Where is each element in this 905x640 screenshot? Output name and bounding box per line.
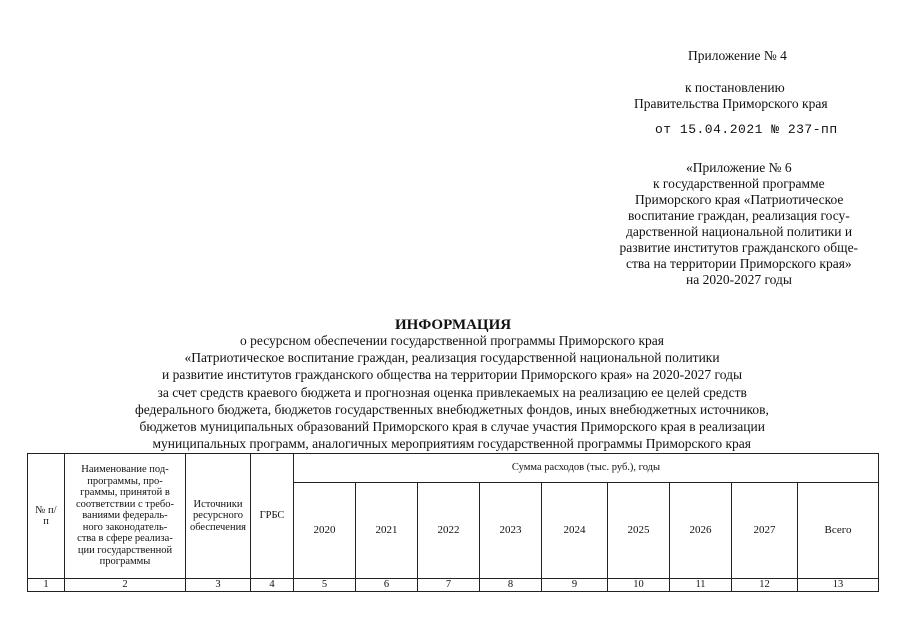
document-title: ИНФОРМАЦИЯ bbox=[395, 317, 512, 333]
year-cell: 2027 bbox=[732, 483, 798, 579]
header-text-line: Источники bbox=[193, 498, 243, 510]
appendix-quote-line: воспитание граждан, реализация госу- bbox=[628, 208, 850, 223]
year-cell: 2021 bbox=[356, 483, 418, 579]
appendix-number: Приложение № 4 bbox=[688, 48, 787, 63]
header-text-line: ресурсного bbox=[192, 510, 244, 522]
subtitle-line: «Патриотическое воспитание граждан, реализация государственной национальной политики bbox=[184, 350, 720, 366]
header-text-line: ции государственной bbox=[77, 544, 173, 556]
column-index-cell: 11 bbox=[670, 579, 732, 592]
subtitle-line: муниципальных программ, аналогичных мероприятиям государственной программы Приморского края bbox=[152, 436, 752, 452]
appendix-quote-line: Приморского края «Патриотическое bbox=[635, 192, 844, 207]
subtitle-line: о ресурсном обеспечении государственной программы Приморского края bbox=[240, 333, 664, 348]
header-text-line: обеспечения bbox=[189, 521, 247, 533]
appendix-quote-line: «Приложение № 6 bbox=[686, 160, 792, 175]
resolution-date-number: от 15.04.2021 № 237-пп bbox=[655, 122, 838, 137]
header-name-cell bbox=[65, 454, 186, 579]
appendix-quote-line: дарственной национальной политики и bbox=[626, 224, 853, 239]
header-sum-cell bbox=[294, 454, 879, 483]
year-cell: 2022 bbox=[418, 483, 480, 579]
column-index-cell: 4 bbox=[251, 579, 294, 592]
appendix-quote-line: к государственной программе bbox=[653, 176, 825, 191]
header-text-line: соответствии с требо- bbox=[76, 498, 174, 510]
column-index-cell: 1 bbox=[28, 579, 65, 592]
year-cell: Всего bbox=[798, 483, 879, 579]
year-cell: 2023 bbox=[480, 483, 542, 579]
column-index-cell: 13 bbox=[798, 579, 879, 592]
resource-table bbox=[27, 453, 879, 592]
header-num-label: № п/п bbox=[35, 504, 57, 527]
column-index-cell: 5 bbox=[294, 579, 356, 592]
year-cell: 2020 bbox=[294, 483, 356, 579]
column-index-cell: 6 bbox=[356, 579, 418, 592]
subtitle-line: за счет средств краевого бюджета и прогнозная оценка привлекаемых на реализацию ее целей средств bbox=[157, 384, 747, 400]
header-grbs-label: ГРБС bbox=[259, 510, 285, 522]
header-num-cell bbox=[28, 454, 65, 579]
header-name-label bbox=[65, 464, 185, 568]
header-text-line: ваниями федераль- bbox=[82, 510, 168, 522]
year-cell: 2025 bbox=[608, 483, 670, 579]
column-index-cell: 3 bbox=[186, 579, 251, 592]
year-cell: 2026 bbox=[670, 483, 732, 579]
to-resolution-label: к постановлению bbox=[685, 80, 785, 95]
subtitle-line: и развитие институтов гражданского общества на территории Приморского края» на 2020-2027 годы bbox=[162, 367, 743, 383]
header-text-line: ного законодатель- bbox=[82, 521, 168, 533]
appendix-quote-line: ства на территории Приморского края» bbox=[626, 256, 852, 271]
column-index-cell: 7 bbox=[418, 579, 480, 592]
header-text-line: граммы, принятой в bbox=[80, 487, 170, 499]
column-index-row bbox=[28, 579, 879, 592]
subtitle-line: федерального бюджета, бюджетов государственных внебюджетных фондов, иных внебюджетных источников, bbox=[135, 401, 769, 417]
header-sources-cell bbox=[186, 454, 251, 579]
header-grbs-cell bbox=[251, 454, 294, 579]
subtitle-line: бюджетов муниципальных образований Приморского края в случае участия Приморского края в реализации bbox=[139, 419, 765, 434]
appendix-quote-line: на 2020-2027 годы bbox=[686, 272, 792, 287]
header-sources-label bbox=[186, 499, 250, 534]
header-text-line: ства в сфере реализа- bbox=[77, 533, 173, 545]
header-text-line: Наименование под- bbox=[81, 464, 169, 476]
column-index-cell: 2 bbox=[65, 579, 186, 592]
column-index-cell: 8 bbox=[480, 579, 542, 592]
header-text-line: программы bbox=[99, 556, 151, 568]
column-index-cell: 12 bbox=[732, 579, 798, 592]
header-sum-label: Сумма расходов (тыс. руб.), годы bbox=[511, 462, 661, 474]
year-cell: 2024 bbox=[542, 483, 608, 579]
column-index-cell: 9 bbox=[542, 579, 608, 592]
header-text-line: программы, про- bbox=[87, 475, 163, 487]
column-index-cell: 10 bbox=[608, 579, 670, 592]
government-label: Правительства Приморского края bbox=[634, 96, 828, 111]
appendix-quote-line: развитие институтов гражданского обще- bbox=[619, 240, 859, 255]
